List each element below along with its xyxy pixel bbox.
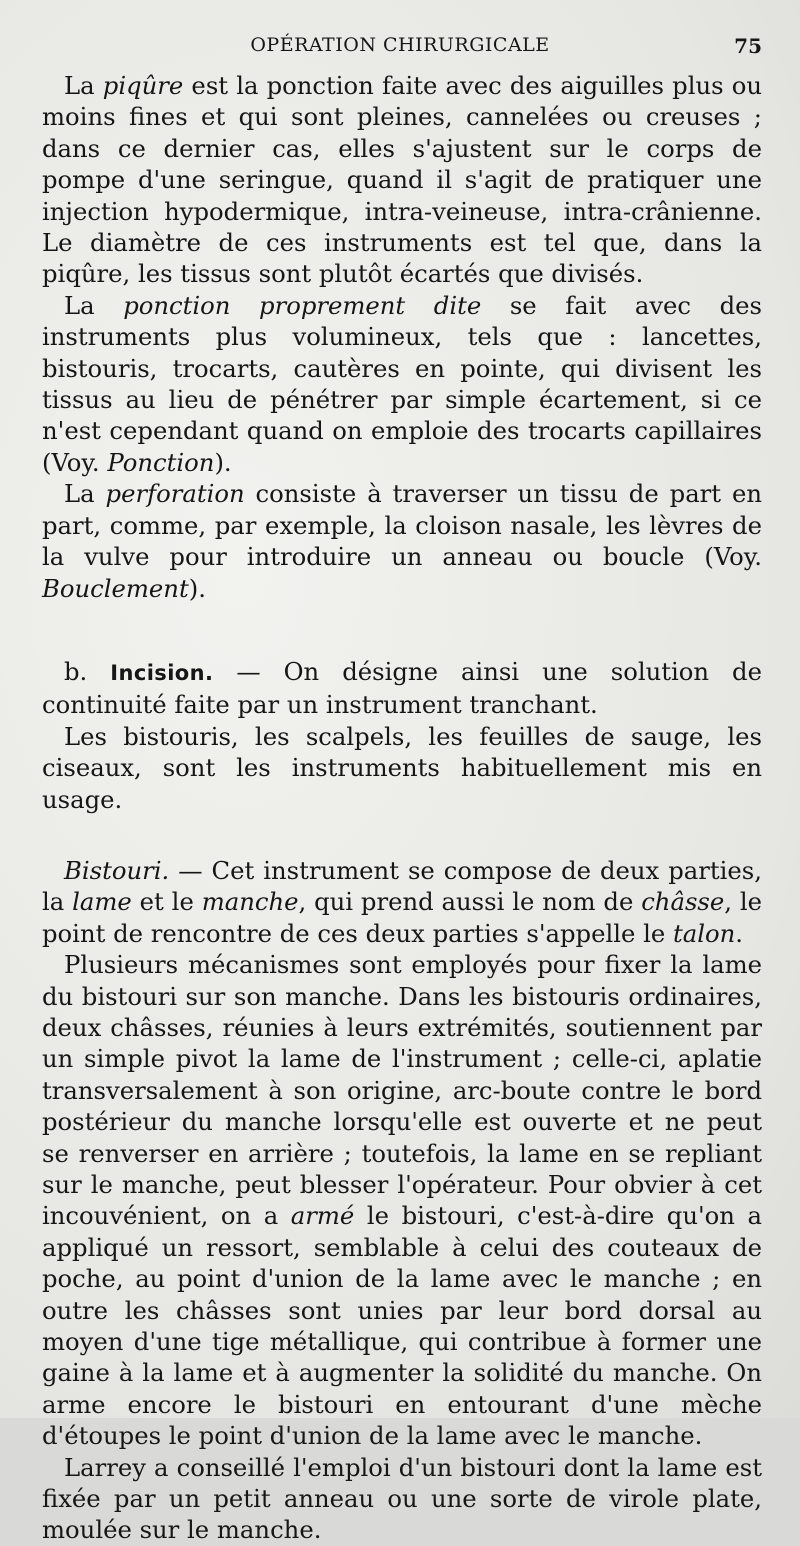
paragraph-piqure xyxy=(42,70,762,290)
paragraph-text: . xyxy=(735,918,744,948)
running-header xyxy=(0,32,800,62)
paragraph-text: est la ponction faite avec des aiguilles plus ou moins fines et qui sont pleines, cannelées ou creuses ; dans ce dernier cas, elles s'ajustent sur le corps de pompe d'une seringue, quand il s'agit de pratiquer une injection hypodermique, intra-veineuse, intra-crânienne. Le diamètre de ces instruments est tel que, dans la piqûre, les tissus sont plutôt écartés que divisés. xyxy=(42,71,763,289)
paragraph-incision xyxy=(42,656,762,721)
paragraph-text: ). xyxy=(214,447,232,477)
term-piqure: piqûre xyxy=(102,71,184,100)
page-number: 75 xyxy=(734,34,762,58)
paragraph-text: consiste à traverser un tissu de part en part, comme, par exemple, la cloison nasale, les lèvres de la vulve pour introduire un anneau ou boucle (Voy. xyxy=(42,479,763,572)
paragraph-instruments: Les bistouris, les scalpels, les feuilles de sauge, les ciseaux, sont les instruments habituellement mis en usage. xyxy=(42,721,762,814)
term-chasse: châsse xyxy=(641,887,725,917)
paragraph-text: se fait avec des instruments plus volumineux, tels que : lancettes, bistouris, trocarts, cautères en pointe, qui divisent les tissus au lieu de pénétrer par simple écartement, si ce n'est cependant quand on emploie des trocarts capillaires (Voy. xyxy=(42,290,763,477)
term-perforation: perforation xyxy=(105,479,245,509)
paragraph-text: le bistouri, c'est-à-dire qu'on a appliqué un ressort, semblable à celui des couteaux de poche, au point d'union de la lame avec le manche ; en outre les châsses sont unies par leur bord dorsal au moyen d'une tige métallique, qui contribue à former une gaine à la lame et à augmenter la solidité du manche. On arme encore le bistouri en entourant d'une mèche d'étoupes le point d'union de la lame avec le manche. xyxy=(42,1201,762,1451)
section-heading-incision: Incision. xyxy=(110,660,214,685)
paragraph-mecanismes xyxy=(42,949,762,1452)
paragraph-text: et le xyxy=(131,887,202,917)
body-text xyxy=(42,70,762,1546)
term-ponction: ponction proprement dite xyxy=(123,290,482,320)
paragraph-text: — On désigne ainsi une solution de continuité faite par un instrument tranchant. xyxy=(42,656,762,720)
paragraph-bistouri xyxy=(42,855,762,949)
paragraph-larrey: Larrey a conseillé l'emploi d'un bistouri dont la lame est fixée par un petit anneau ou une sorte de virole plate, moulée sur le manche. xyxy=(42,1452,762,1545)
paragraph-text: — Cet instrument se compose de deux parties, la xyxy=(42,855,762,917)
paragraph-text: La xyxy=(64,290,124,320)
paragraph-text: La xyxy=(64,71,103,100)
running-title: OPÉRATION CHIRURGICALE xyxy=(250,34,550,56)
paragraph-text: La xyxy=(64,479,106,509)
paragraph-perforation xyxy=(42,478,762,604)
term-bistouri: Bistouri. xyxy=(64,855,170,885)
paragraph-text: , qui prend aussi le nom de xyxy=(298,887,642,917)
term-arme: armé xyxy=(290,1201,355,1231)
paragraph-text: ). xyxy=(188,573,206,603)
paragraph-text: , le point de rencontre de ces deux parties s'appelle le xyxy=(42,887,762,948)
term-manche: manche xyxy=(201,887,299,917)
paragraph-ponction xyxy=(42,290,762,478)
reference-ponction: Ponction xyxy=(107,447,215,477)
term-lame: lame xyxy=(72,887,132,917)
term-talon: talon xyxy=(672,918,736,948)
section-label: b. xyxy=(64,656,88,686)
reference-bouclement: Bouclement xyxy=(42,573,189,603)
paragraph-text: Plusieurs mécanismes sont employés pour fixer la lame du bistouri sur son manche. Dans les bistouris ordinaires, deux châsses, réunies à leurs extrémités, soutiennent par un simple pivot la lame de l'instrument ; celle-ci, aplatie transversalement à son origine, arc-boute contre le bord postérieur du manche lorsqu'elle est ouverte et ne peut se renverser en arrière ; toutefois, la lame en se repliant sur le manche, peut blesser l'opérateur. Pour obvier à cet incouvénient, on a xyxy=(42,950,762,1231)
